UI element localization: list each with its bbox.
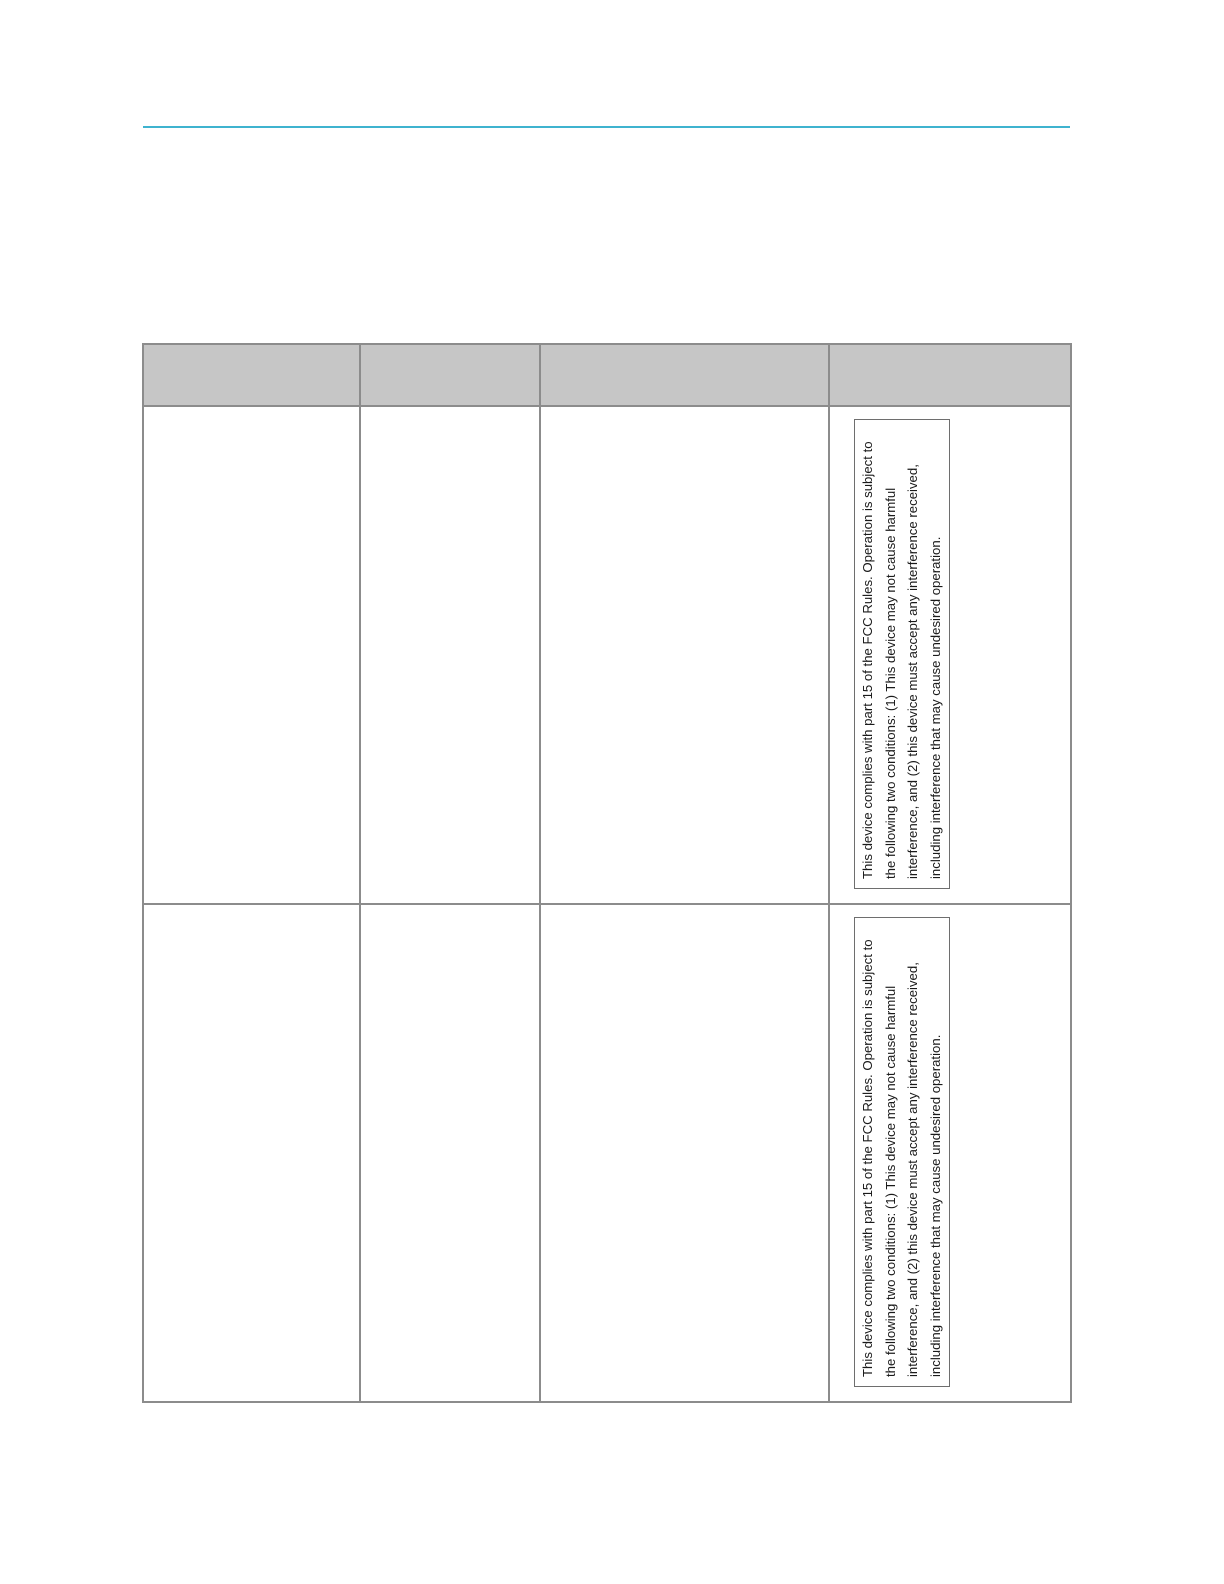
table-cell (360, 904, 540, 1402)
fcc-compliance-text: This device complies with part 15 of the FCC Rules. Operation is subject to the following two conditions: (1) This device may not cause harmful interference, and (2) this device must accept any interference received, including interference that may cause undesired operation. (860, 441, 943, 879)
header-rule (143, 126, 1070, 128)
fcc-label-cell (829, 406, 1071, 904)
table-cell (143, 406, 360, 904)
table-header-row (143, 344, 1071, 406)
fcc-compliance-text: This device complies with part 15 of the FCC Rules. Operation is subject to the following two conditions: (1) This device may not cause harmful interference, and (2) this device must accept any interference received, including interference that may cause undesired operation. (860, 939, 943, 1377)
fcc-compliance-label (854, 419, 950, 889)
fcc-label-cell (829, 904, 1071, 1402)
table-cell (540, 406, 829, 904)
fcc-compliance-label (854, 917, 950, 1387)
table-cell (360, 406, 540, 904)
column-header-2 (360, 344, 540, 406)
column-header-3 (540, 344, 829, 406)
table-row (143, 904, 1071, 1402)
column-header-1 (143, 344, 360, 406)
table-cell (540, 904, 829, 1402)
table-cell (143, 904, 360, 1402)
column-header-4 (829, 344, 1071, 406)
label-table (142, 343, 1072, 1403)
table-row (143, 406, 1071, 904)
